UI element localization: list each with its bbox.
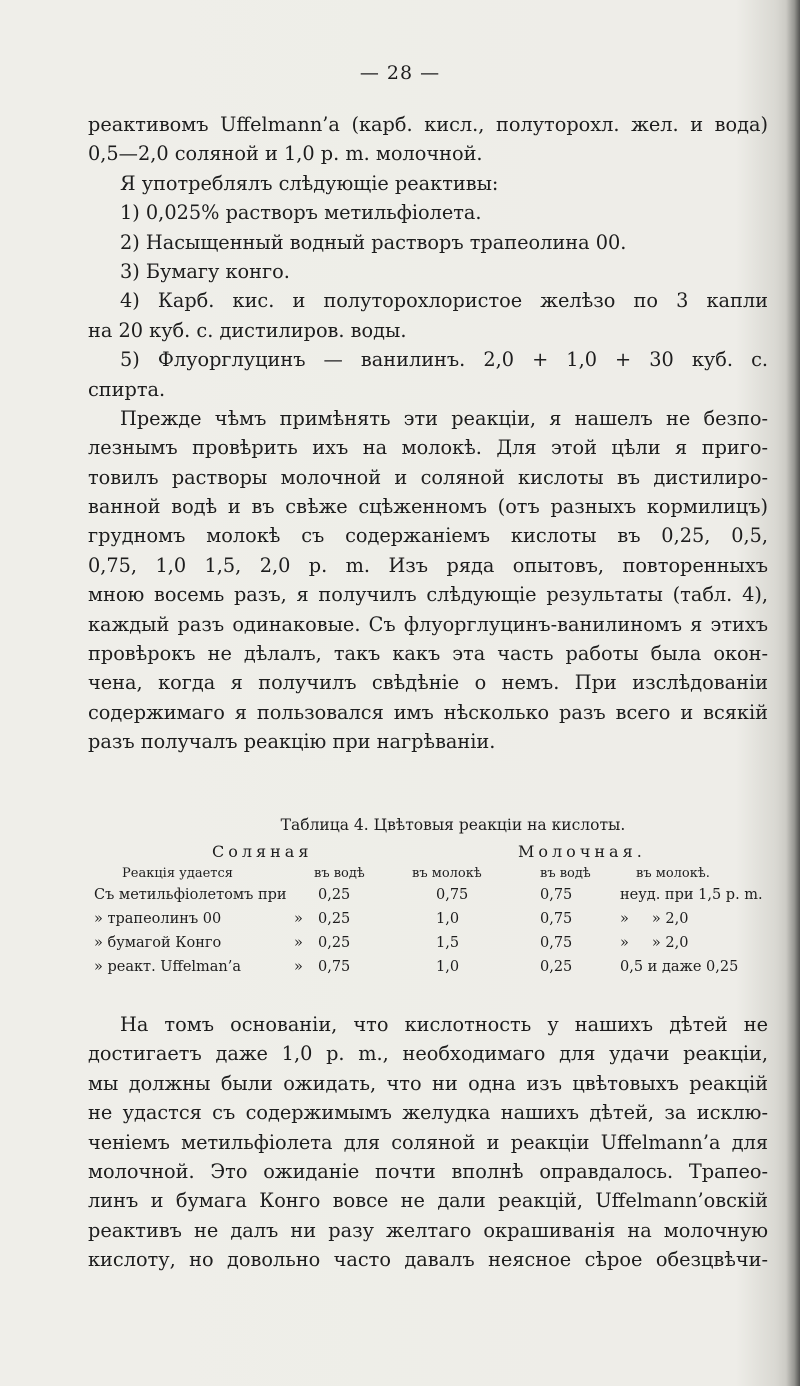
text-line: 2) Насыщенный водный растворъ трапеолина 00. bbox=[120, 230, 627, 254]
cell-hcl-water: 0,75 bbox=[318, 959, 351, 975]
cell-hcl-water: 0,25 bbox=[318, 887, 351, 903]
row-ditto: » bbox=[294, 959, 303, 975]
table-group-header bbox=[88, 842, 778, 866]
cell-lactic-milk: » » 2,0 bbox=[620, 935, 689, 951]
text-line: кислоту, но довольно часто давалъ неясное сѣрое обезцвѣчи- bbox=[88, 1248, 768, 1272]
text-line: товилъ растворы молочной и соляной кислоты въ дистилиро- bbox=[88, 465, 768, 489]
text-line: на 20 куб. с. дистилиров. воды. bbox=[88, 318, 407, 342]
text-line: реактивъ не далъ ни разу желтаго окрашиванія на молочную bbox=[88, 1218, 768, 1242]
text-line: спирта. bbox=[88, 377, 166, 401]
cell-lactic-water: 0,25 bbox=[540, 959, 573, 975]
text-line: 0,75, 1,0 1,5, 2,0 р. m. Изъ ряда опытовъ, повторенныхъ bbox=[88, 553, 768, 577]
cell-lactic-milk: неуд. при 1,5 р. m. bbox=[620, 887, 763, 903]
text-line: лезнымъ провѣрить ихъ на молокѣ. Для этой цѣли я приго- bbox=[88, 436, 768, 460]
subhead-milk-lactic: въ молокѣ. bbox=[636, 866, 710, 881]
paragraph-reagents bbox=[88, 110, 768, 757]
group-hydrochloric: Соляная bbox=[212, 842, 313, 861]
text-line: достигаетъ даже 1,0 р. m., необходимаго для удачи реакціи, bbox=[88, 1042, 768, 1066]
table-row bbox=[88, 911, 778, 935]
table-caption: Таблица 4. Цвѣтовыя реакціи на кислоты. bbox=[280, 816, 626, 834]
subhead-water-lactic: въ водѣ bbox=[540, 866, 591, 881]
text-line: 1) 0,025% растворъ метильфіолета. bbox=[120, 201, 482, 225]
cell-lactic-water: 0,75 bbox=[540, 887, 573, 903]
page-number: — 28 — bbox=[359, 62, 441, 84]
text-line: На томъ основаніи, что кислотность у нашихъ дѣтей не bbox=[120, 1013, 768, 1036]
cell-lactic-water: 0,75 bbox=[540, 935, 573, 951]
table-row bbox=[88, 959, 778, 983]
row-ditto: » bbox=[294, 935, 303, 951]
row-label: » трапеолинъ 00 bbox=[94, 911, 222, 927]
row-ditto: » bbox=[294, 911, 303, 927]
text-line: Я употреблялъ слѣдующіе реактивы: bbox=[120, 171, 499, 195]
table-row bbox=[88, 887, 778, 911]
text-line: чена, когда я получилъ свѣдѣніе о немъ. При изслѣдованіи bbox=[88, 671, 768, 695]
subhead-reaction: Реакція удается bbox=[122, 866, 233, 881]
text-line: не удастся съ содержимымъ желудка нашихъ дѣтей, за исклю- bbox=[88, 1101, 768, 1125]
row-label: » бумагой Конго bbox=[94, 935, 222, 951]
subhead-water-hydrochloric: въ водѣ bbox=[314, 866, 365, 881]
text-line: 3) Бумагу конго. bbox=[120, 259, 290, 283]
cell-hcl-milk: 1,0 bbox=[436, 911, 460, 927]
paragraph-conclusion bbox=[88, 1010, 768, 1275]
row-label: Съ метильфіолетомъ при bbox=[94, 887, 287, 903]
subhead-milk-hydrochloric: въ молокѣ bbox=[412, 866, 482, 881]
text-line: 4) Карб. кис. и полуторохлористое желѣзо по 3 капли bbox=[120, 289, 768, 313]
cell-lactic-milk: » » 2,0 bbox=[620, 911, 689, 927]
text-line: линъ и бумага Конго вовсе не дали реакцій, Uffelmann’овскій bbox=[88, 1189, 768, 1213]
text-line: реактивомъ Uffelmann’а (карб. кисл., полуторохл. жел. и вода) bbox=[88, 113, 768, 136]
text-line: грудномъ молокѣ съ содержаніемъ кислоты въ 0,25, 0,5, bbox=[88, 524, 768, 548]
text-line: 5) Флуорглуцинъ — ванилинъ. 2,0 + 1,0 + 30 куб. с. bbox=[120, 348, 768, 372]
row-label: » реакт. Uffelman’а bbox=[94, 959, 242, 975]
text-line: разъ получалъ реакцію при нагрѣваніи. bbox=[88, 730, 496, 754]
cell-hcl-milk: 0,75 bbox=[436, 887, 469, 903]
cell-hcl-water: 0,25 bbox=[318, 935, 351, 951]
color-reactions-table bbox=[88, 816, 778, 983]
text-line: молочной. Это ожиданіе почти вполнѣ оправдалось. Трапео- bbox=[88, 1159, 768, 1183]
text-line: содержимаго я пользовался имъ нѣсколько разъ всего и всякій bbox=[88, 700, 768, 724]
text-line: ванной водѣ и въ свѣже сцѣженномъ (отъ разныхъ кормилицъ) bbox=[88, 495, 768, 519]
text-line: мною восемь разъ, я получилъ слѣдующіе результаты (табл. 4), bbox=[88, 583, 768, 607]
cell-lactic-milk: 0,5 и даже 0,25 bbox=[620, 959, 739, 975]
text-line: ченіемъ метильфіолета для соляной и реакціи Uffelmann’а для bbox=[88, 1130, 768, 1154]
table-row bbox=[88, 935, 778, 959]
page-edge-shadow bbox=[786, 0, 800, 1386]
group-lactic: Молочная. bbox=[518, 842, 646, 861]
text-line: 0,5—2,0 соляной и 1,0 р. m. молочной. bbox=[88, 142, 483, 166]
cell-hcl-milk: 1,5 bbox=[436, 935, 460, 951]
text-line: мы должны были ожидать, что ни одна изъ цвѣтовыхъ реакцій bbox=[88, 1071, 768, 1095]
text-line: провѣрокъ не дѣлалъ, такъ какъ эта часть работы была окон- bbox=[88, 642, 768, 666]
cell-lactic-water: 0,75 bbox=[540, 911, 573, 927]
text-line: Прежде чѣмъ примѣнять эти реакціи, я нашелъ не безпо- bbox=[120, 406, 768, 430]
text-line: каждый разъ одинаковые. Съ флуорглуцинъ-ванилиномъ я этихъ bbox=[88, 612, 768, 636]
table-subheader bbox=[88, 866, 778, 887]
cell-hcl-water: 0,25 bbox=[318, 911, 351, 927]
cell-hcl-milk: 1,0 bbox=[436, 959, 460, 975]
